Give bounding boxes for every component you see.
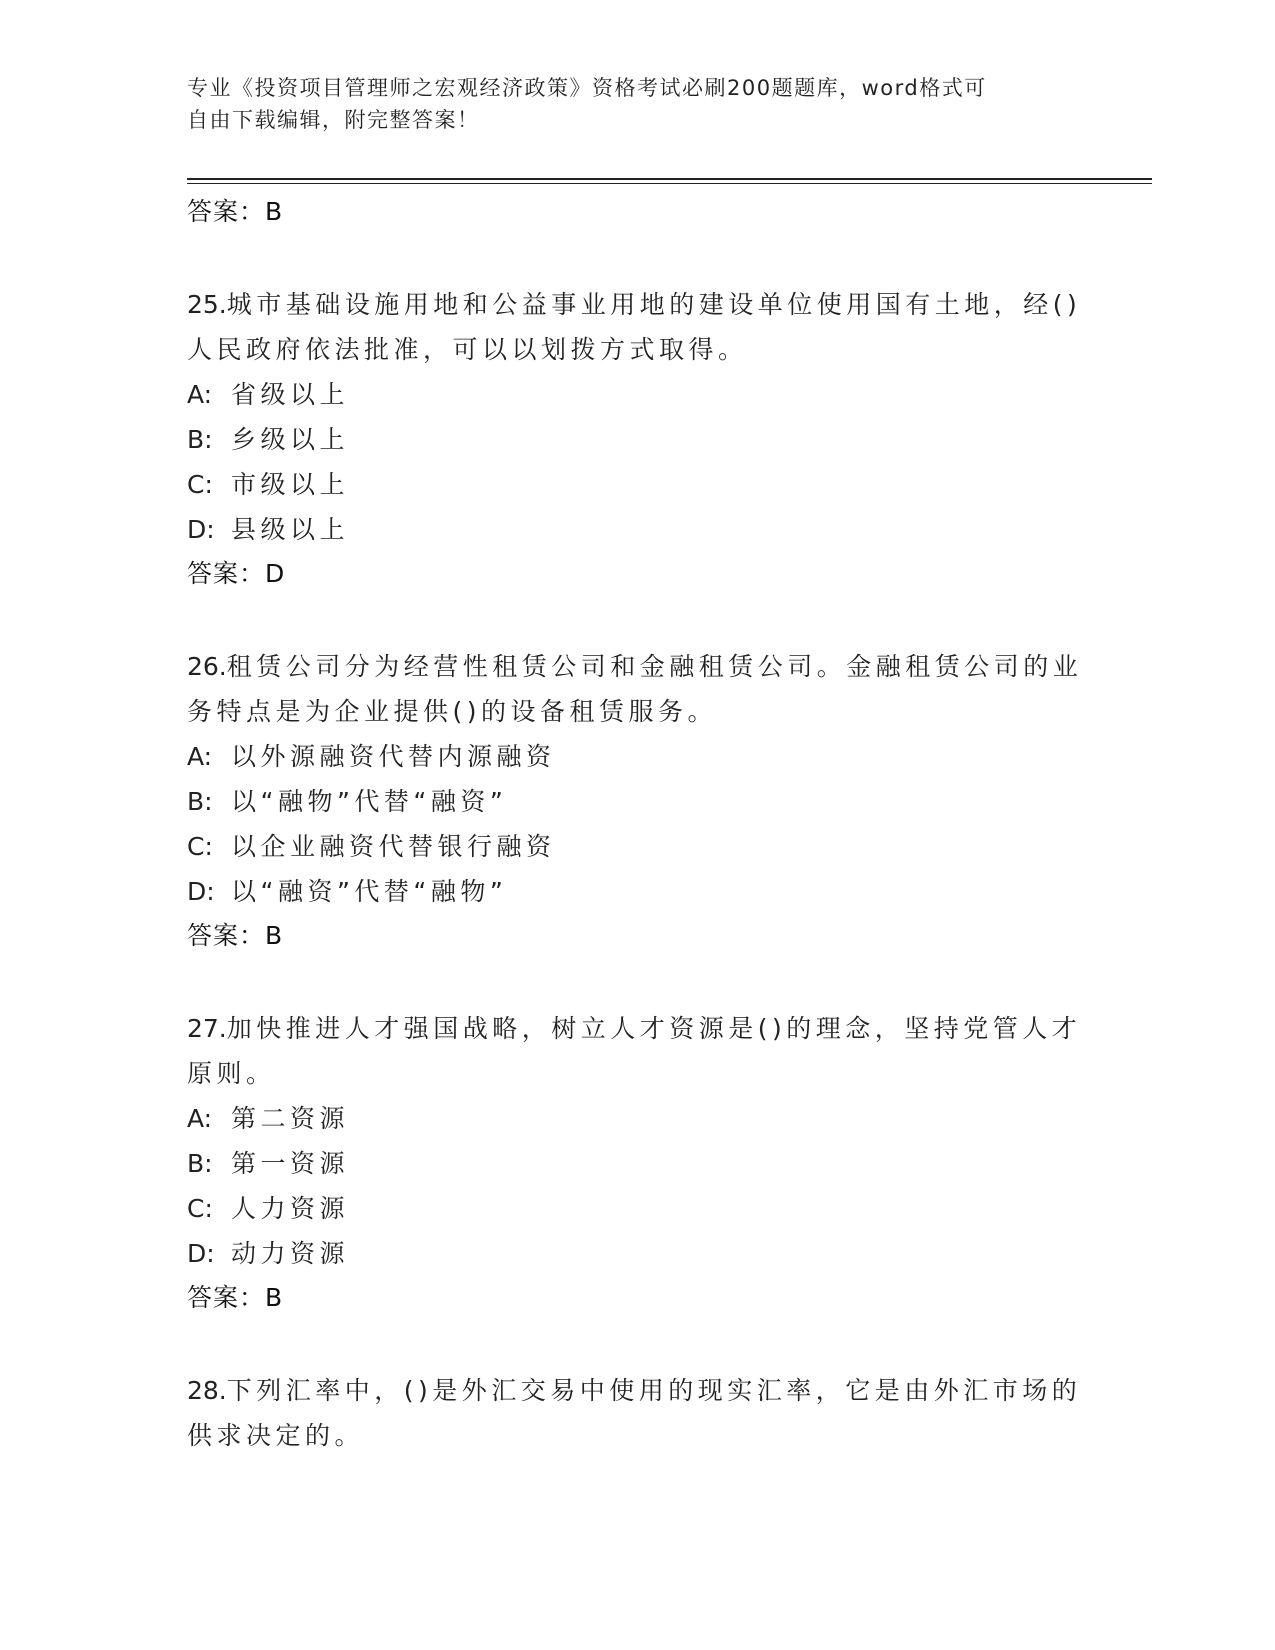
option-key: A: <box>187 742 213 771</box>
question-number: 28. <box>187 1376 227 1405</box>
question-stem-line-1: 下列汇率中，()是外汇交易中使用的现实汇率，它是由外汇市场的 <box>226 1376 1082 1405</box>
option-key: D: <box>187 515 215 544</box>
question-stem <box>187 1368 1087 1413</box>
question-stem-line-2: 原则。 <box>187 1059 276 1088</box>
option-b <box>187 417 1087 462</box>
option-key: B: <box>187 1149 213 1178</box>
question-stem-line-1: 加快推进人才强国战略，树立人才资源是()的理念，坚持党管人才 <box>226 1014 1082 1043</box>
question-stem <box>187 644 1087 689</box>
option-b <box>187 1141 1087 1186</box>
option-d <box>187 1231 1087 1276</box>
option-key: C: <box>187 1194 213 1223</box>
question-stem <box>187 282 1087 327</box>
option-text: 人力资源 <box>231 1194 350 1223</box>
header-title-line-2: 自由下载编辑，附完整答案！ <box>187 108 480 132</box>
option-text: 动力资源 <box>231 1239 350 1268</box>
question-stem-line-2: 人民政府依法批准，可以以划拨方式取得。 <box>187 335 748 364</box>
option-key: A: <box>187 380 213 409</box>
option-key: C: <box>187 470 213 499</box>
question-answer: 答案：B <box>187 921 284 950</box>
header-divider-thin <box>187 183 1152 184</box>
question-answer: 答案：B <box>187 1283 284 1312</box>
page-header <box>187 72 1067 136</box>
question-list <box>187 190 1087 1458</box>
question-28 <box>187 1368 1087 1458</box>
option-a <box>187 1096 1087 1141</box>
option-a <box>187 734 1087 779</box>
option-c <box>187 462 1087 507</box>
question-number: 25. <box>187 290 227 319</box>
question-stem <box>187 1006 1087 1051</box>
question-27 <box>187 1006 1087 1320</box>
question-25 <box>187 282 1087 596</box>
header-divider-thick <box>187 178 1152 180</box>
option-text: 以“融资”代替“融物” <box>231 877 508 906</box>
option-key: D: <box>187 877 215 906</box>
option-text: 省级以上 <box>231 380 350 409</box>
question-stem-line-2: 供求决定的。 <box>187 1421 365 1450</box>
option-text: 以“融物”代替“融资” <box>231 787 508 816</box>
header-title-line-1: 专业《投资项目管理师之宏观经济政策》资格考试必刷200题题库，word格式可 <box>187 76 987 100</box>
option-text: 第二资源 <box>231 1104 350 1133</box>
option-key: D: <box>187 1239 215 1268</box>
question-stem-line-1: 城市基础设施用地和公益事业用地的建设单位使用国有土地，经() <box>226 290 1082 319</box>
option-c <box>187 1186 1087 1231</box>
option-text: 乡级以上 <box>231 425 350 454</box>
option-key: B: <box>187 425 213 454</box>
previous-question-answer: 答案：B <box>187 197 284 226</box>
option-text: 县级以上 <box>231 515 350 544</box>
option-a <box>187 372 1087 417</box>
question-number: 27. <box>187 1014 227 1043</box>
option-c <box>187 824 1087 869</box>
question-answer: 答案：D <box>187 559 286 588</box>
option-text: 第一资源 <box>231 1149 350 1178</box>
question-26 <box>187 644 1087 958</box>
option-text: 市级以上 <box>231 470 350 499</box>
question-stem-line-2: 务特点是为企业提供()的设备租赁服务。 <box>187 697 718 726</box>
question-number: 26. <box>187 652 227 681</box>
option-text: 以企业融资代替银行融资 <box>231 832 556 861</box>
option-key: A: <box>187 1104 213 1133</box>
option-key: B: <box>187 787 213 816</box>
option-d <box>187 507 1087 552</box>
option-key: C: <box>187 832 213 861</box>
option-b <box>187 779 1087 824</box>
option-d <box>187 869 1087 914</box>
option-text: 以外源融资代替内源融资 <box>231 742 556 771</box>
question-stem-line-1: 租赁公司分为经营性租赁公司和金融租赁公司。金融租赁公司的业 <box>226 652 1083 681</box>
